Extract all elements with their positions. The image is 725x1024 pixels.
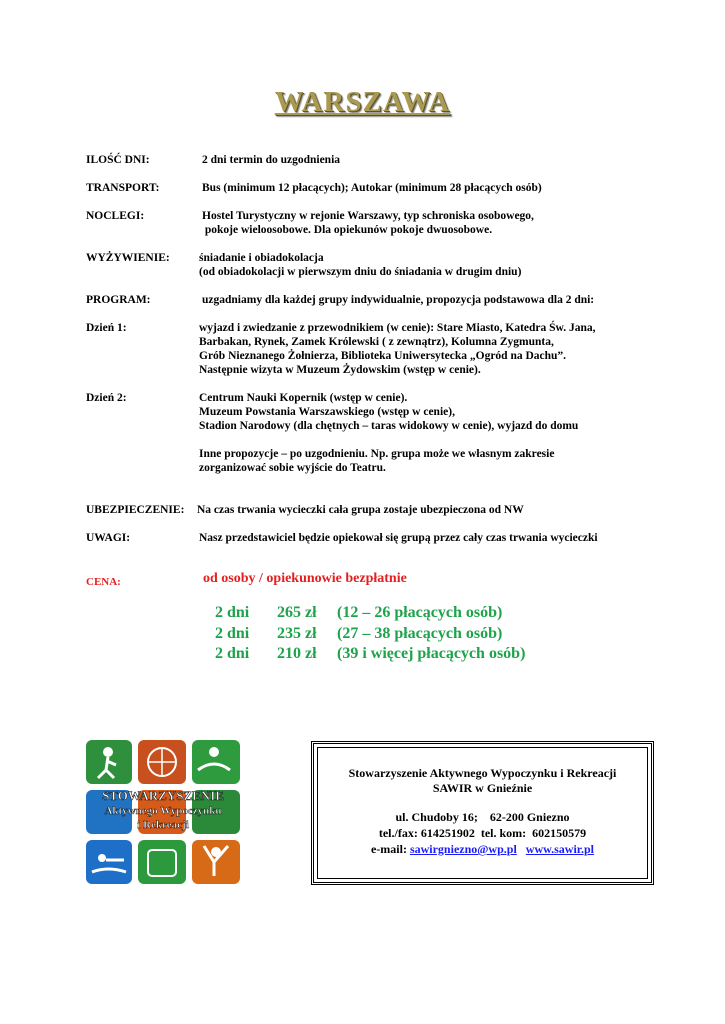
logo-text-line-2: Aktywnego Wypoczynku [104,805,222,817]
ubezpieczenie-value: Na czas trwania wycieczki cała grupa zostaje ubezpieczona od NW [197,504,524,516]
dzien1-line-2: Barbakan, Rynek, Zamek Królewski ( z zewnątrz), Kolumna Zygmunta, [199,336,554,348]
logo-text-line-1: STOWARZYSZENIE [102,788,224,803]
contact-phones: tel./fax: 614251902 tel. kom: 602150579 [378,826,587,840]
price-duration: 2 dni [215,625,250,642]
transport-label: TRANSPORT: [86,182,160,194]
noclegi-label: NOCLEGI: [86,210,145,222]
price-amount: 210 zł [277,645,317,662]
contact-email-row [314,842,651,857]
cena-note: od osoby / opiekunowie bezpłatnie [203,571,407,586]
price-duration: 2 dni [215,604,250,621]
cena-label: CENA: [86,576,121,588]
uwagi-label: UWAGI: [86,532,131,544]
inne-line-1: Inne propozycje – po uzgodnieniu. Np. grupa może we własnym zakresie [199,448,555,460]
dzien2-label: Dzień 2: [86,392,127,404]
logo-text-line-3: i Rekreacji [137,819,189,831]
dzien1-line-3: Grób Nieznanego Żołnierza, Biblioteka Uniwersytecka „Ogród na Dachu”. [199,350,567,362]
ilosc-dni-label: ILOŚĆ DNI: [86,154,150,166]
inne-line-2: zorganizować sobie wyjście do Teatru. [199,462,386,474]
ubezpieczenie-label: UBEZPIECZENIE: [86,504,185,516]
wyzywienie-line-2: (od obiadokolacji w pierwszym dniu do śniadania w drugim dniu) [199,266,522,278]
website-link[interactable]: www.sawir.pl [525,842,595,856]
price-group: (12 – 26 płacących osób) [337,604,503,621]
email-link[interactable]: sawirgniezno@wp.pl [409,842,517,856]
noclegi-line-1: Hostel Turystyczny w rejonie Warszawy, typ schroniska osobowego, [202,210,534,222]
wyzywienie-line-1: śniadanie i obiadokolacja [199,252,324,264]
dzien1-line-1: wyjazd i zwiedzanie z przewodnikiem (w cenie): Stare Miasto, Katedra Św. Jana, [199,322,596,334]
price-amount: 265 zł [277,604,317,621]
ilosc-dni-value: 2 dni termin do uzgodnienia [202,154,341,166]
program-value: uzgadniamy dla każdej grupy indywidualnie, propozycja podstawowa dla 2 dni: [202,294,595,306]
sawir-logo [86,740,240,884]
contact-box [311,741,654,885]
noclegi-line-2: pokoje wieloosobowe. Dla opiekunów pokoje dwuosobowe. [202,224,493,236]
org-name-line-2: SAWIR w Gnieźnie [432,781,533,795]
program-label: PROGRAM: [86,294,151,306]
dzien1-label: Dzień 1: [86,322,127,334]
price-row [215,603,502,623]
transport-value: Bus (minimum 12 płacących); Autokar (minimum 28 płacących osób) [202,182,542,194]
price-group: (39 i więcej płacących osób) [337,645,526,662]
email-label: e-mail: [370,842,407,856]
contact-address: ul. Chudoby 16; 62-200 Gniezno [395,810,570,824]
dzien2-line-1: Centrum Nauki Kopernik (wstęp w cenie). [199,392,408,404]
wyzywienie-label: WYŻYWIENIE: [86,252,170,264]
price-amount: 235 zł [277,625,317,642]
org-name-line-1: Stowarzyszenie Aktywnego Wypoczynku i Rekreacji [348,766,617,780]
price-row [215,624,502,644]
page-title: WARSZAWA [274,86,451,118]
dzien2-line-3: Stadion Narodowy (dla chętnych – taras widokowy w cenie), wyjazd do domu [199,420,579,432]
dzien1-line-4: Następnie wizyta w Muzeum Żydowskim (wstęp w cenie). [199,364,481,376]
price-row [215,644,525,664]
dzien2-line-2: Muzeum Powstania Warszawskiego (wstęp w cenie), [199,406,455,418]
price-group: (27 – 38 płacących osób) [337,625,503,642]
price-duration: 2 dni [215,645,250,662]
uwagi-value: Nasz przedstawiciel będzie opiekował się grupą przez cały czas trwania wycieczki [199,532,598,544]
